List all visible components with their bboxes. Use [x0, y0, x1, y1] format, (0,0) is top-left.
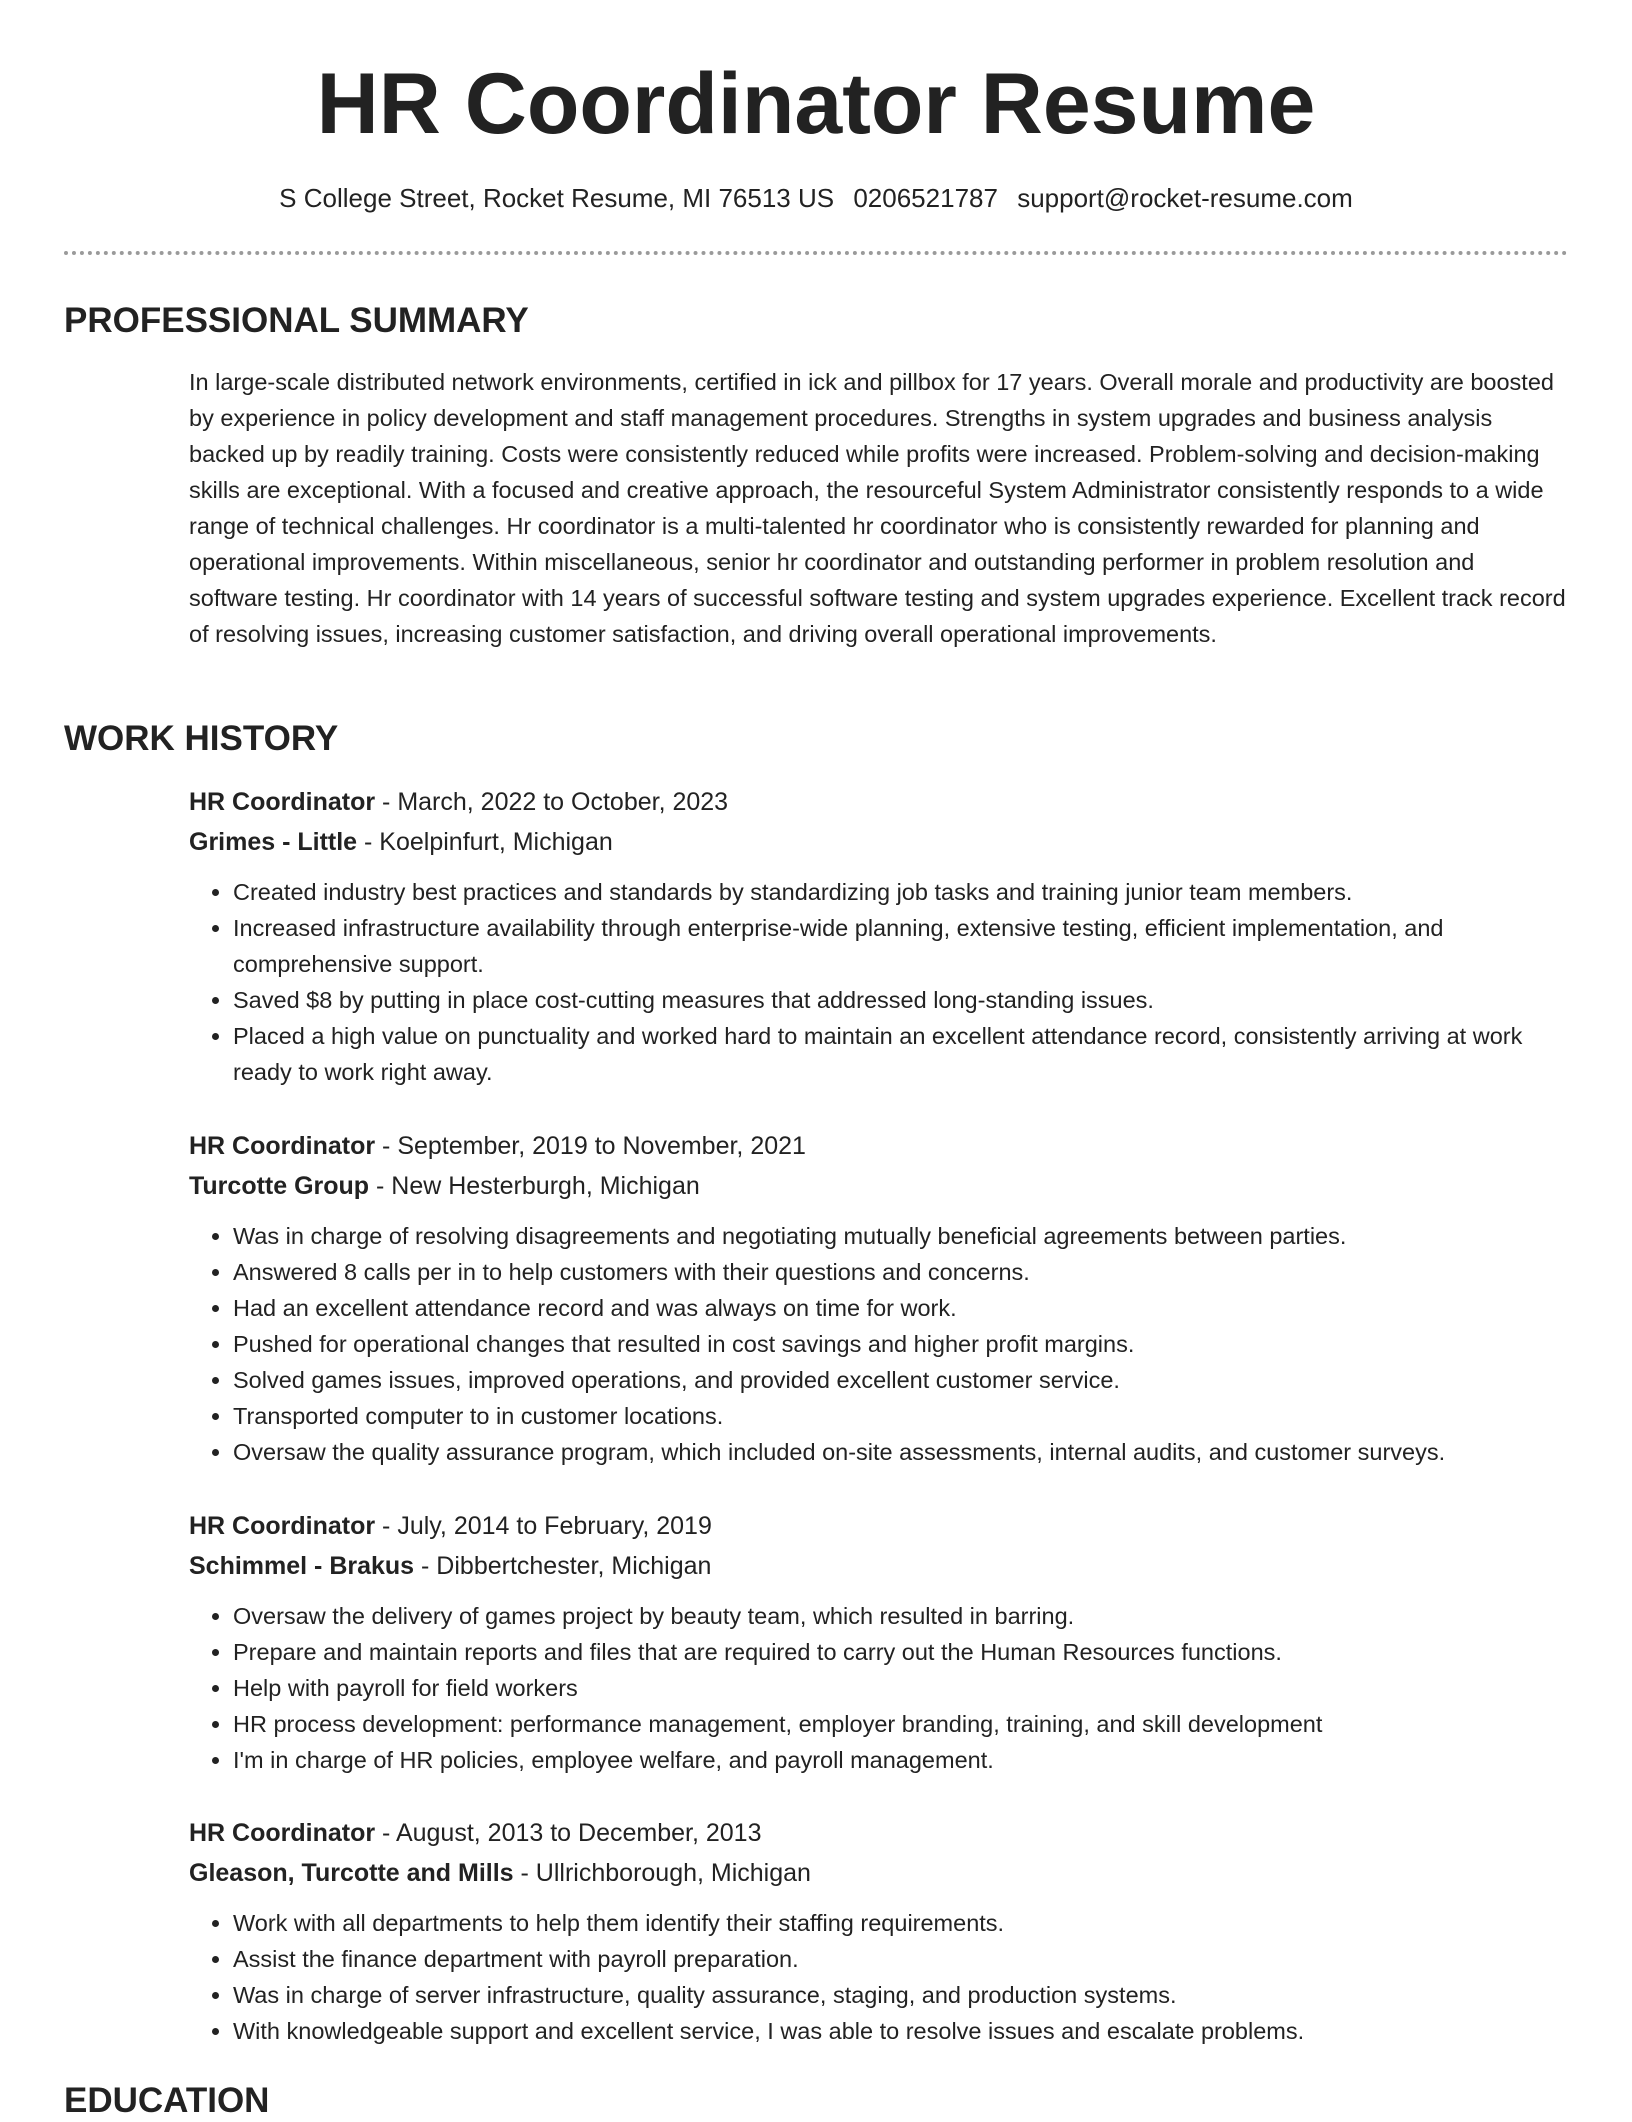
contact-phone: 0206521787	[853, 183, 998, 213]
contact-email: support@rocket-resume.com	[1017, 183, 1353, 213]
job-bullet: • Work with all departments to help them identify their staffing requirements.	[233, 1905, 1569, 1941]
job-entry	[189, 1126, 1569, 1470]
job-bullet: • Help with payroll for field workers	[233, 1670, 1569, 1706]
job-title-line	[189, 1506, 1569, 1546]
header-divider	[64, 251, 1568, 255]
job-company: Gleason, Turcotte and Mills	[189, 1859, 514, 1887]
job-company: Grimes - Little	[189, 828, 358, 856]
job-entry	[189, 782, 1569, 1090]
job-bullet: • Prepare and maintain reports and files that are required to carry out the Human Resources functions.	[233, 1634, 1569, 1670]
job-entry	[189, 1506, 1569, 1778]
work-history-heading: WORK HISTORY	[64, 719, 339, 758]
job-bullet: • Assist the finance department with payroll preparation.	[233, 1941, 1569, 1977]
job-dates: - September, 2019 to November, 2021	[375, 1132, 806, 1160]
job-company: Turcotte Group	[189, 1172, 370, 1200]
job-entry	[189, 1813, 1569, 2049]
job-title: HR Coordinator	[189, 1512, 376, 1540]
job-title: HR Coordinator	[189, 788, 376, 816]
job-bullet: • I'm in charge of HR policies, employee welfare, and payroll management.	[233, 1742, 1569, 1778]
job-dates: - July, 2014 to February, 2019	[375, 1512, 712, 1540]
job-title: HR Coordinator	[189, 1132, 376, 1160]
job-bullet: • Pushed for operational changes that resulted in cost savings and higher profit margins.	[233, 1326, 1569, 1362]
job-bullet: • Had an excellent attendance record and was always on time for work.	[233, 1290, 1569, 1326]
job-company-line	[189, 1166, 1569, 1206]
job-bullet: • Oversaw the quality assurance program, which included on-site assessments, internal audits, and customer surveys.	[233, 1434, 1569, 1470]
job-bullet: • With knowledgeable support and excellent service, I was able to resolve issues and escalate problems.	[233, 2013, 1569, 2049]
job-bullet: • Was in charge of resolving disagreements and negotiating mutually beneficial agreements between parties.	[233, 1218, 1569, 1254]
job-bullet: • Answered 8 calls per in to help customers with their questions and concerns.	[233, 1254, 1569, 1290]
job-title-line	[189, 1126, 1569, 1166]
job-bullet: • Saved $8 by putting in place cost-cutting measures that addressed long-standing issues.	[233, 982, 1569, 1018]
job-company-line	[189, 1853, 1569, 1893]
job-bullet: • Transported computer to in customer locations.	[233, 1398, 1569, 1434]
contact-address: S College Street, Rocket Resume, MI 76513 US	[279, 183, 835, 213]
summary-text: In large-scale distributed network environments, certified in ick and pillbox for 17 years. Overall morale and productivity are boosted by experience in policy development and staff management procedures. Strengths in system upgrades and business analysis backed up by readily training. Costs were consistently reduced while profits were increased. Problem-solving and decision-making skills are exceptional. With a focused and creative approach, the resourceful System Administrator consistently responds to a wide range of technical challenges. Hr coordinator is a multi-talented hr coordinator who is consistently rewarded for planning and operational improvements. Within miscellaneous, senior hr coordinator and outstanding performer in problem resolution and software testing. Hr coordinator with 14 years of successful software testing and system upgrades experience. Excellent track record of resolving issues, increasing customer satisfaction, and driving overall operational improvements.	[189, 369, 1566, 647]
job-bullet: • Oversaw the delivery of games project by beauty team, which resulted in barring.	[233, 1598, 1569, 1634]
job-bullet: • Was in charge of server infrastructure, quality assurance, staging, and production systems.	[233, 1977, 1569, 2013]
job-location: - New Hesterburgh, Michigan	[369, 1172, 700, 1200]
job-title-line	[189, 1813, 1569, 1853]
job-location: - Koelpinfurt, Michigan	[357, 828, 613, 856]
job-bullet: • HR process development: performance management, employer branding, training, and skill development	[233, 1706, 1569, 1742]
job-bullets	[189, 1905, 1569, 2049]
job-bullet: • Placed a high value on punctuality and worked hard to maintain an excellent attendance record, consistently arriving at work ready to work right away.	[233, 1018, 1569, 1090]
job-title: HR Coordinator	[189, 1819, 376, 1847]
job-location: - Ullrichborough, Michigan	[513, 1859, 811, 1887]
resume-title: HR Coordinator Resume	[316, 56, 1316, 152]
job-dates: - August, 2013 to December, 2013	[375, 1819, 762, 1847]
job-bullet: • Increased infrastructure availability through enterprise-wide planning, extensive testing, efficient implementation, and comprehensive support.	[233, 910, 1569, 982]
job-company-line	[189, 822, 1569, 862]
summary-heading: PROFESSIONAL SUMMARY	[64, 301, 529, 340]
job-bullet: • Solved games issues, improved operations, and provided excellent customer service.	[233, 1362, 1569, 1398]
job-company: Schimmel - Brakus	[189, 1552, 415, 1580]
job-title-line	[189, 782, 1569, 822]
job-company-line	[189, 1546, 1569, 1586]
job-bullets	[189, 1218, 1569, 1470]
contact-line	[0, 180, 1632, 216]
job-dates: - March, 2022 to October, 2023	[375, 788, 729, 816]
job-bullets	[189, 1598, 1569, 1778]
job-bullet: • Created industry best practices and standards by standardizing job tasks and training junior team members.	[233, 874, 1569, 910]
education-heading: EDUCATION	[64, 2081, 270, 2120]
job-location: - Dibbertchester, Michigan	[414, 1552, 712, 1580]
job-bullets	[189, 874, 1569, 1090]
